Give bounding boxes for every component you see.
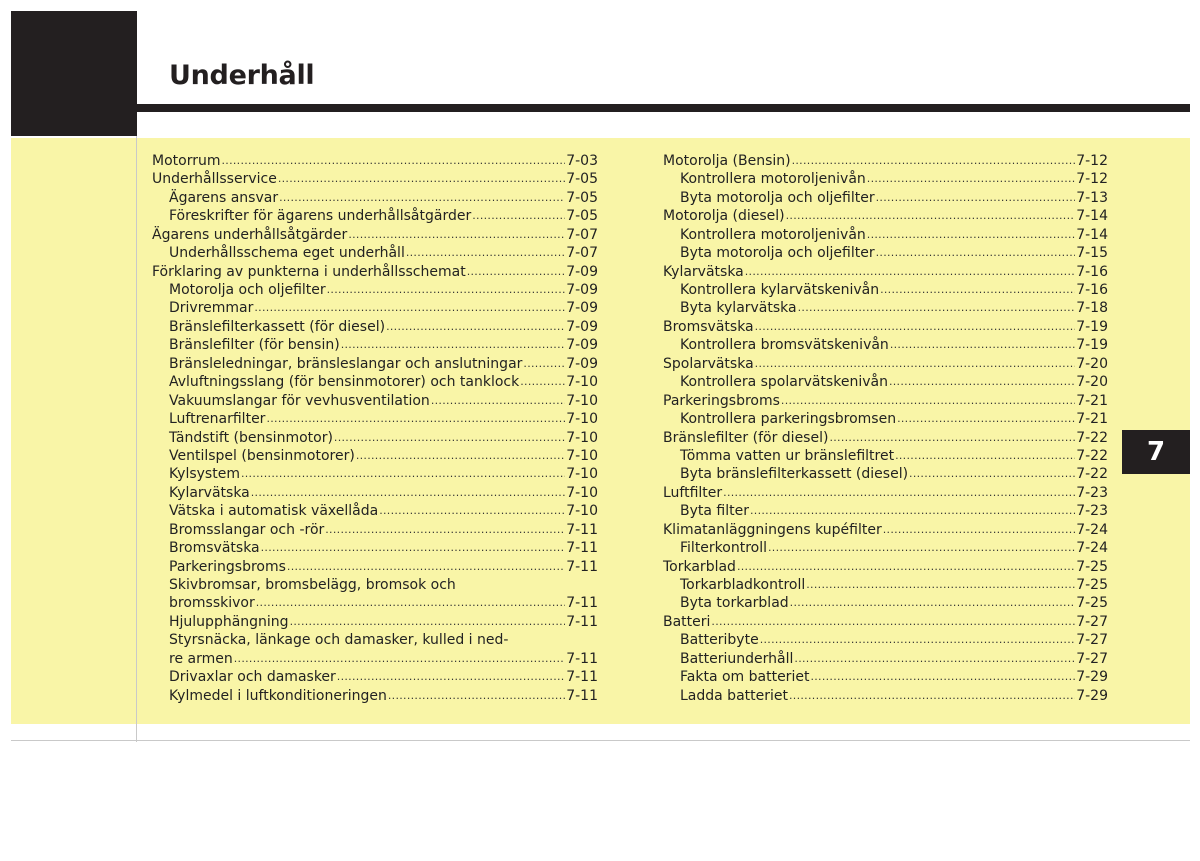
toc-entry-page: 7-19 <box>1076 318 1108 335</box>
toc-entry-label: re armen <box>169 650 233 667</box>
toc-entry-page: 7-05 <box>566 208 598 225</box>
dot-leader <box>745 263 1075 281</box>
toc-entry-page: 7-11 <box>566 613 598 630</box>
toc-entry-page: 7-15 <box>1076 245 1108 262</box>
toc-entry-label: Byta motorolja och oljefilter <box>680 189 875 206</box>
dot-leader <box>234 650 565 668</box>
toc-entry[interactable] <box>152 226 598 244</box>
toc-entry-page: 7-25 <box>1076 595 1108 612</box>
dot-leader <box>431 392 565 410</box>
toc-entry-label: Parkeringsbroms <box>169 558 286 575</box>
toc-entry[interactable] <box>663 576 1108 594</box>
toc-entry-page: 7-19 <box>1076 337 1108 354</box>
toc-entry[interactable] <box>152 650 598 668</box>
dot-leader <box>790 595 1076 613</box>
toc-entry[interactable] <box>152 539 598 557</box>
toc-entry-label: Vakuumslangar för vevhusventilation <box>169 392 430 409</box>
toc-entry-page: 7-27 <box>1076 650 1108 667</box>
toc-entry-page: 7-22 <box>1076 466 1108 483</box>
chapter-tab[interactable] <box>1122 430 1190 474</box>
toc-entry-label: Filterkontroll <box>680 540 768 557</box>
dot-leader <box>287 558 565 576</box>
toc-entry[interactable] <box>663 244 1108 262</box>
dot-leader <box>341 336 566 354</box>
dot-leader <box>768 539 1075 557</box>
toc-entry-label: Underhållsservice <box>152 171 277 188</box>
toc-entry[interactable] <box>152 281 598 299</box>
toc-entry-label: Byta filter <box>680 503 749 520</box>
toc-entry-label: Föreskrifter för ägarens underhållsåtgärder <box>169 208 472 225</box>
toc-entry[interactable] <box>663 300 1108 318</box>
toc-entry-page: 7-12 <box>1076 152 1108 169</box>
toc-entry-label: Kontrollera bromsvätskenivån <box>680 337 889 354</box>
toc-entry-page: 7-21 <box>1076 392 1108 409</box>
toc-entry-page: 7-09 <box>566 355 598 372</box>
toc-entry[interactable] <box>663 613 1108 631</box>
toc-entry[interactable] <box>152 613 598 631</box>
toc-entry-label: Motorolja (Bensin) <box>663 152 791 169</box>
toc-entry[interactable] <box>663 373 1108 391</box>
dot-leader <box>909 465 1075 483</box>
dot-leader <box>755 355 1076 373</box>
toc-entry-page: 7-25 <box>1076 558 1108 575</box>
toc-entry[interactable] <box>152 465 598 483</box>
dot-leader <box>737 558 1075 576</box>
dot-leader <box>786 207 1076 225</box>
dot-leader <box>750 502 1075 520</box>
toc-entry[interactable] <box>152 244 598 262</box>
dot-leader <box>386 318 565 336</box>
dot-leader <box>711 613 1075 631</box>
dot-leader <box>792 152 1076 170</box>
toc-entry-label: Kontrollera kylarvätskenivån <box>680 282 880 299</box>
toc-entry-label: Kylmedel i luftkonditioneringen <box>169 687 387 704</box>
dot-leader <box>279 189 565 207</box>
toc-entry-page: 7-11 <box>566 558 598 575</box>
toc-entry-page: 7-20 <box>1076 355 1108 372</box>
dot-leader <box>266 410 565 428</box>
toc-entry[interactable] <box>663 281 1108 299</box>
toc-entry[interactable] <box>663 355 1108 373</box>
toc-entry[interactable] <box>152 502 598 520</box>
title-underline <box>137 104 1190 112</box>
toc-entry-page: 7-14 <box>1076 226 1108 243</box>
toc-entry[interactable] <box>663 484 1108 502</box>
toc-entry-page: 7-09 <box>566 337 598 354</box>
toc-entry[interactable] <box>152 152 598 170</box>
bottom-divider <box>11 740 1190 741</box>
dot-leader <box>798 300 1076 318</box>
toc-entry-label: Avluftningsslang (för bensinmotorer) och tanklock <box>169 374 520 391</box>
toc-entry[interactable] <box>152 668 598 686</box>
toc-entry-label: Drivremmar <box>169 300 254 317</box>
toc-entry[interactable] <box>152 410 598 428</box>
toc-entry[interactable] <box>663 318 1108 336</box>
toc-entry-label: Underhållsschema eget underhåll <box>169 245 405 262</box>
toc-entry-page: 7-11 <box>566 540 598 557</box>
toc-entry[interactable] <box>152 429 598 447</box>
toc-entry-label: Motorrum <box>152 152 221 169</box>
toc-entry[interactable] <box>663 336 1108 354</box>
dot-leader <box>348 226 565 244</box>
toc-entry[interactable] <box>152 336 598 354</box>
dot-leader <box>254 300 565 318</box>
dot-leader <box>867 226 1075 244</box>
toc-entry-page: 7-12 <box>1076 171 1108 188</box>
toc-entry-page: 7-16 <box>1076 263 1108 280</box>
dot-leader <box>256 595 565 613</box>
toc-left-column <box>152 152 598 705</box>
toc-entry-page: 7-24 <box>1076 540 1108 557</box>
toc-entry[interactable] <box>663 631 1108 649</box>
chapter-corner-block <box>11 11 137 136</box>
toc-entry[interactable] <box>152 595 598 613</box>
toc-entry-page: 7-25 <box>1076 577 1108 594</box>
toc-entry-label: Kontrollera spolarvätskenivån <box>680 374 888 391</box>
dot-leader <box>781 392 1075 410</box>
toc-entry-label: Ventilspel (bensinmotorer) <box>169 447 355 464</box>
dot-leader <box>327 281 566 299</box>
toc-entry[interactable] <box>152 373 598 391</box>
dot-leader <box>794 650 1075 668</box>
toc-entry-label: Ägarens ansvar <box>169 189 279 206</box>
toc-entry-page: 7-23 <box>1076 484 1108 501</box>
toc-entry[interactable] <box>663 558 1108 576</box>
dot-leader <box>325 521 565 539</box>
toc-entry[interactable] <box>663 226 1108 244</box>
toc-entry-page: 7-05 <box>566 189 598 206</box>
toc-entry-label: Bromsslangar och -rör <box>169 521 325 538</box>
toc-entry-continued[interactable]: Styrsnäcka, länkage och damasker, kulled i ned- <box>169 632 509 649</box>
dot-leader <box>261 539 566 557</box>
dot-leader <box>789 687 1075 705</box>
toc-entry[interactable] <box>663 429 1108 447</box>
toc-entry[interactable] <box>663 447 1108 465</box>
toc-entry-page: 7-11 <box>566 650 598 667</box>
toc-entry[interactable] <box>663 152 1108 170</box>
dot-leader <box>890 336 1075 354</box>
toc-entry[interactable] <box>152 392 598 410</box>
toc-entry-label: Hjulupphängning <box>169 613 289 630</box>
toc-entry-page: 7-10 <box>566 392 598 409</box>
page-title: Underhåll <box>169 60 315 91</box>
toc-entry-page: 7-11 <box>566 669 598 686</box>
toc-entry-page: 7-13 <box>1076 189 1108 206</box>
chapter-number: 7 <box>1146 437 1166 467</box>
toc-entry[interactable] <box>663 392 1108 410</box>
toc-entry-label: Fakta om batteriet <box>680 669 810 686</box>
toc-entry[interactable] <box>152 170 598 188</box>
toc-entry-label: Torkarbladkontroll <box>680 577 806 594</box>
toc-entry-label: Kylarvätska <box>169 484 250 501</box>
toc-entry-label: Klimatanläggningens kupéfilter <box>663 521 882 538</box>
toc-entry-label: Förklaring av punkterna i underhållsschemat <box>152 263 466 280</box>
dot-leader <box>221 152 565 170</box>
toc-entry-label: Parkeringsbroms <box>663 392 780 409</box>
toc-entry-page: 7-07 <box>566 226 598 243</box>
toc-entry-label: Kylsystem <box>169 466 240 483</box>
toc-entry-label: Kylarvätska <box>663 263 744 280</box>
toc-entry[interactable] <box>663 650 1108 668</box>
toc-entry-label: Batteribyte <box>680 632 759 649</box>
toc-entry-page: 7-09 <box>566 282 598 299</box>
toc-entry[interactable] <box>152 687 598 705</box>
toc-entry-page: 7-20 <box>1076 374 1108 391</box>
dot-leader <box>876 244 1076 262</box>
toc-entry-label: Byta motorolja och oljefilter <box>680 245 875 262</box>
toc-entry[interactable] <box>152 207 598 225</box>
toc-entry-page: 7-10 <box>566 466 598 483</box>
dot-leader <box>337 668 565 686</box>
toc-entry-page: 7-11 <box>566 521 598 538</box>
toc-entry-page: 7-18 <box>1076 300 1108 317</box>
toc-entry-page: 7-16 <box>1076 282 1108 299</box>
dot-leader <box>388 687 565 705</box>
toc-entry-page: 7-10 <box>566 374 598 391</box>
dot-leader <box>356 447 565 465</box>
toc-entry-label: Kontrollera parkeringsbromsen <box>680 411 897 428</box>
dot-leader <box>334 429 565 447</box>
dot-leader <box>379 502 565 520</box>
toc-entry[interactable] <box>152 300 598 318</box>
toc-entry-label: Kontrollera motoroljenivån <box>680 171 866 188</box>
toc-entry-label: Bränslefilter (för bensin) <box>169 337 340 354</box>
toc-entry-label: Drivaxlar och damasker <box>169 669 336 686</box>
toc-entry[interactable] <box>663 687 1108 705</box>
toc-entry-label: Luftfilter <box>663 484 723 501</box>
dot-leader <box>883 521 1075 539</box>
toc-entry-label: Batteri <box>663 613 711 630</box>
toc-entry[interactable] <box>663 465 1108 483</box>
toc-entry-page: 7-22 <box>1076 447 1108 464</box>
toc-entry-label: Bromsvätska <box>663 318 754 335</box>
toc-entry-label: Batteriunderhåll <box>680 650 794 667</box>
margin-divider <box>136 136 137 742</box>
dot-leader <box>880 281 1075 299</box>
toc-entry[interactable] <box>152 263 598 281</box>
toc-entry[interactable] <box>663 207 1108 225</box>
dot-leader <box>467 263 566 281</box>
toc-entry-label: Kontrollera motoroljenivån <box>680 226 866 243</box>
toc-entry[interactable] <box>152 189 598 207</box>
dot-leader <box>278 170 565 188</box>
dot-leader <box>895 447 1075 465</box>
dot-leader <box>723 484 1075 502</box>
dot-leader <box>889 373 1075 391</box>
toc-entry-page: 7-10 <box>566 503 598 520</box>
toc-entry-label: Byta torkarblad <box>680 595 789 612</box>
toc-entry-page: 7-11 <box>566 687 598 704</box>
dot-leader <box>867 170 1075 188</box>
toc-entry-label: Bränslefilterkassett (för diesel) <box>169 318 386 335</box>
toc-entry-page: 7-09 <box>566 318 598 335</box>
toc-entry-page: 7-27 <box>1076 613 1108 630</box>
toc-entry[interactable] <box>663 263 1108 281</box>
toc-entry-label: Motorolja (diesel) <box>663 208 785 225</box>
toc-entry[interactable] <box>152 447 598 465</box>
dot-leader <box>290 613 566 631</box>
dot-leader <box>760 631 1076 649</box>
toc-entry-page: 7-10 <box>566 429 598 446</box>
toc-entry[interactable] <box>663 595 1108 613</box>
toc-entry-label: Torkarblad <box>663 558 736 575</box>
toc-entry-continued[interactable]: Skivbromsar, bromsbelägg, bromsok och <box>169 577 456 594</box>
toc-entry-page: 7-10 <box>566 411 598 428</box>
toc-entry-page: 7-09 <box>566 263 598 280</box>
dot-leader <box>241 465 565 483</box>
toc-entry-label: Byta kylarvätska <box>680 300 797 317</box>
toc-entry-label: Tömma vatten ur bränslefiltret <box>680 447 895 464</box>
toc-entry[interactable] <box>663 539 1108 557</box>
toc-entry-label: Luftrenarfilter <box>169 411 266 428</box>
toc-entry[interactable] <box>663 189 1108 207</box>
toc-entry[interactable] <box>152 355 598 373</box>
dot-leader <box>472 207 565 225</box>
toc-entry[interactable] <box>152 558 598 576</box>
toc-entry[interactable] <box>152 318 598 336</box>
toc-entry-label: Bränsleledningar, bränsleslangar och anslutningar <box>169 355 523 372</box>
dot-leader <box>897 410 1075 428</box>
toc-entry[interactable] <box>152 484 598 502</box>
toc-entry-page: 7-23 <box>1076 503 1108 520</box>
toc-entry[interactable] <box>152 521 598 539</box>
dot-leader <box>829 429 1075 447</box>
toc-entry[interactable] <box>663 502 1108 520</box>
toc-entry-page: 7-10 <box>566 447 598 464</box>
toc-entry-page: 7-05 <box>566 171 598 188</box>
dot-leader <box>251 484 565 502</box>
toc-entry-label: Spolarvätska <box>663 355 754 372</box>
toc-entry-page: 7-22 <box>1076 429 1108 446</box>
toc-entry-page: 7-11 <box>566 595 598 612</box>
toc-entry-label: Bränslefilter (för diesel) <box>663 429 829 446</box>
dot-leader <box>806 576 1075 594</box>
toc-entry-label: Bromsvätska <box>169 540 260 557</box>
toc-entry-page: 7-27 <box>1076 632 1108 649</box>
toc-entry-label: Vätska i automatisk växellåda <box>169 503 379 520</box>
toc-entry-label: Ladda batteriet <box>680 687 788 704</box>
toc-entry-label: bromsskivor <box>169 595 255 612</box>
toc-entry-page: 7-29 <box>1076 687 1108 704</box>
toc-entry-label: Ägarens underhållsåtgärder <box>152 226 348 243</box>
toc-entry-label: Motorolja och oljefilter <box>169 282 326 299</box>
toc-entry-page: 7-21 <box>1076 411 1108 428</box>
dot-leader <box>876 189 1076 207</box>
toc-entry-page: 7-24 <box>1076 521 1108 538</box>
toc-entry-label: Tändstift (bensinmotor) <box>169 429 333 446</box>
dot-leader <box>520 373 565 391</box>
dot-leader <box>523 355 565 373</box>
dot-leader <box>755 318 1076 336</box>
toc-entry-page: 7-07 <box>566 245 598 262</box>
toc-entry-page: 7-09 <box>566 300 598 317</box>
toc-entry-page: 7-14 <box>1076 208 1108 225</box>
toc-entry-page: 7-29 <box>1076 669 1108 686</box>
toc-entry[interactable] <box>663 668 1108 686</box>
dot-leader <box>810 668 1075 686</box>
toc-entry-label: Byta bränslefilterkassett (diesel) <box>680 466 909 483</box>
toc-entry[interactable] <box>663 410 1108 428</box>
toc-entry[interactable] <box>663 170 1108 188</box>
toc-entry[interactable] <box>663 521 1108 539</box>
toc-entry-page: 7-03 <box>566 152 598 169</box>
toc-right-column <box>663 152 1108 705</box>
dot-leader <box>406 244 565 262</box>
toc-entry-page: 7-10 <box>566 484 598 501</box>
